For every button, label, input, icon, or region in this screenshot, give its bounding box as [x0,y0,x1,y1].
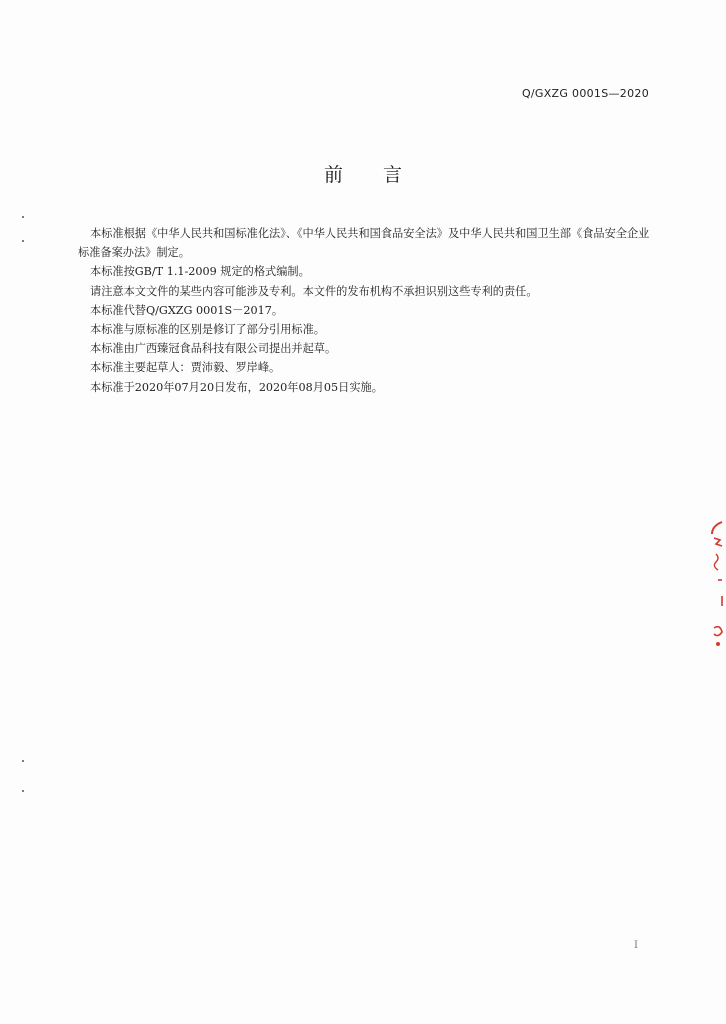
partial-seal-stamp [704,518,726,658]
paragraph-format: 本标准按GB/T 1.1-2009 规定的格式编制。 [90,265,310,279]
paragraph-basis: 本标准根据《中华人民共和国标准化法》、《中华人民共和国食品安全法》及中华人民共和国卫生部《食品安全企业标准备案办法》制定。 [78,227,650,260]
page-title [0,160,726,187]
title-char-2: 言 [383,164,403,186]
paragraph-drafters: 本标准主要起草人：贾沛毅、罗岸峰。 [90,361,281,375]
paragraph-replaces: 本标准代替Q/GXZG 0001S－2017。 [90,303,284,317]
standard-code: Q/GXZG 0001S—2020 [521,87,649,100]
title-char-1: 前 [323,164,343,186]
paragraph-dates: 本标准于2020年07月20日发布，2020年08月05日实施。 [90,380,383,394]
foreword-body [78,224,658,397]
scan-speck [22,240,24,242]
page-number: I [634,940,638,951]
scan-speck [22,216,24,218]
paragraph-difference: 本标准与原标准的区别是修订了部分引用标准。 [90,323,325,337]
paragraph-patent: 请注意本文文件的某些内容可能涉及专利。本文件的发布机构不承担识别这些专利的责任。 [90,284,538,298]
scan-speck [22,790,24,792]
scan-speck [22,760,24,762]
paragraph-drafter-org: 本标准由广西臻冠食品科技有限公司提出并起草。 [90,342,337,356]
